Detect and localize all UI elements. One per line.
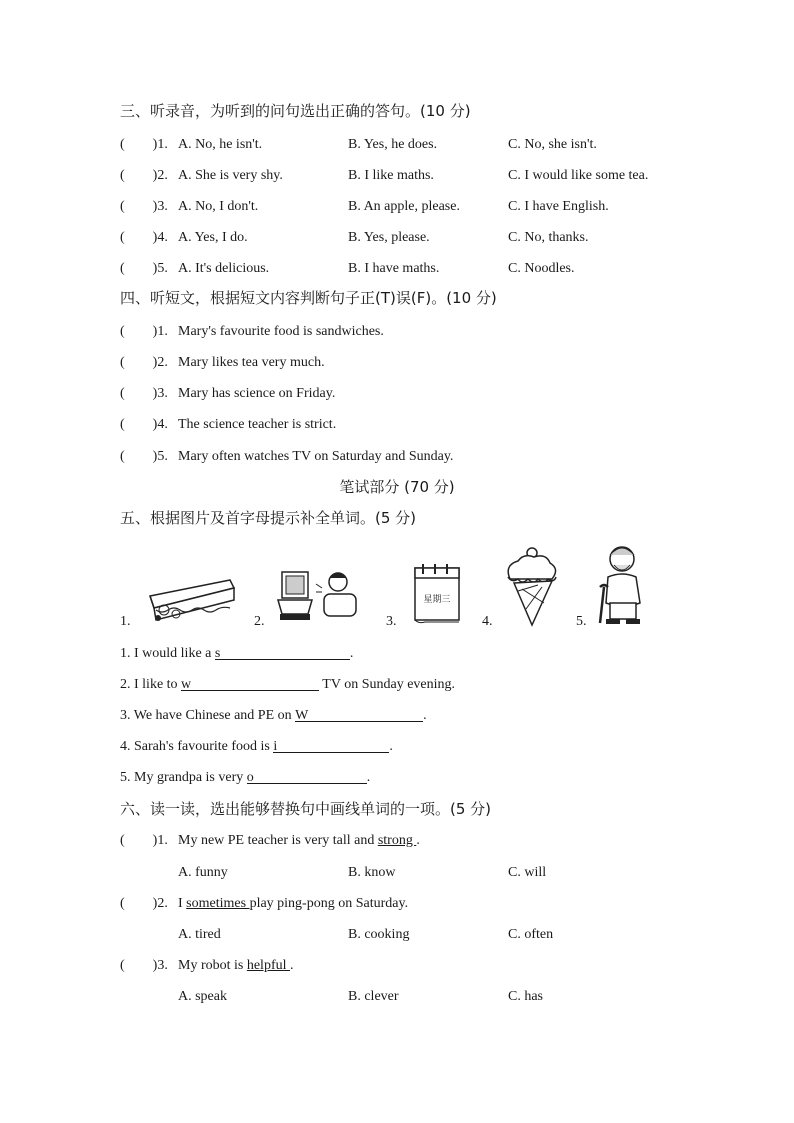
sandwich-icon	[142, 566, 238, 626]
section-3-title: 三、听录音，为听到的问句选出正确的答句。(10 分)	[120, 102, 471, 120]
option-c: C. will	[508, 865, 547, 880]
answer-paren[interactable]: ( )4.	[120, 230, 168, 245]
section-5-item-1: 1. I would like a s .	[120, 646, 354, 661]
answer-paren[interactable]: ( )3.	[120, 386, 168, 401]
option-a: A. No, he isn't.	[178, 137, 263, 152]
answer-paren[interactable]: ( )2.	[120, 896, 168, 911]
option-a: A. It's delicious.	[178, 261, 270, 276]
fill-blank[interactable]: w	[181, 676, 319, 691]
option-c: C. I have English.	[508, 199, 609, 214]
answer-paren[interactable]: ( )1.	[120, 324, 168, 339]
option-a: A. tired	[178, 927, 221, 942]
answer-paren[interactable]: ( )3.	[120, 958, 168, 973]
option-c: C. Noodles.	[508, 261, 575, 276]
fill-blank[interactable]: W	[295, 707, 423, 722]
fill-blank[interactable]: i	[273, 738, 389, 753]
option-b: B. I like maths.	[348, 168, 434, 183]
option-b: B. know	[348, 865, 396, 880]
underlined-word: sometimes	[186, 896, 250, 911]
option-b: B. Yes, he does.	[348, 137, 438, 152]
answer-paren[interactable]: ( )1.	[120, 137, 168, 152]
ice-cream-icon	[502, 545, 562, 627]
statement: Mary has science on Friday.	[178, 386, 336, 401]
option-c: C. No, thanks.	[508, 230, 589, 245]
question-sentence: My new PE teacher is very tall and strong .	[178, 833, 420, 848]
section-5-item-5: 5. My grandpa is very o .	[120, 770, 371, 785]
option-c: C. No, she isn't.	[508, 137, 597, 152]
question-sentence: I sometimes play ping-pong on Saturday.	[178, 896, 409, 911]
answer-paren[interactable]: ( )1.	[120, 833, 168, 848]
answer-paren[interactable]: ( )5.	[120, 261, 168, 276]
option-a: A. No, I don't.	[178, 199, 259, 214]
option-b: B. An apple, please.	[348, 199, 460, 214]
calendar-icon	[411, 562, 463, 626]
option-a: A. speak	[178, 989, 227, 1004]
answer-paren[interactable]: ( )4.	[120, 417, 168, 432]
picture-number-4: 4.	[482, 614, 493, 629]
section-5-item-2: 2. I like to w TV on Sunday evening.	[120, 677, 456, 692]
section-4-title: 四、听短文，根据短文内容判断句子正(T)误(F)。(10 分)	[120, 289, 497, 307]
option-c: C. I would like some tea.	[508, 168, 649, 183]
answer-paren[interactable]: ( )2.	[120, 355, 168, 370]
option-a: A. Yes, I do.	[178, 230, 248, 245]
answer-paren[interactable]: ( )3.	[120, 199, 168, 214]
watching-tv-icon	[276, 566, 362, 624]
question-sentence: My robot is helpful .	[178, 958, 294, 973]
fill-blank[interactable]: s	[215, 645, 350, 660]
section-5-item-3: 3. We have Chinese and PE on W .	[120, 708, 427, 723]
picture-number-5: 5.	[576, 614, 587, 629]
fill-blank[interactable]: o	[247, 769, 367, 784]
calendar-weekday: 星期三	[423, 595, 451, 605]
section-5-title: 五、根据图片及首字母提示补全单词。(5 分)	[120, 509, 417, 527]
statement: Mary likes tea very much.	[178, 355, 325, 370]
underlined-word: helpful	[246, 958, 290, 973]
option-b: B. Yes, please.	[348, 230, 430, 245]
picture-number-3: 3.	[386, 614, 397, 629]
option-b: B. I have maths.	[348, 261, 440, 276]
statement: The science teacher is strict.	[178, 417, 337, 432]
option-a: A. funny	[178, 865, 228, 880]
section-5-item-4: 4. Sarah's favourite food is i .	[120, 739, 393, 754]
picture-number-2: 2.	[254, 614, 265, 629]
answer-paren[interactable]: ( )2.	[120, 168, 168, 183]
old-man-icon	[598, 543, 650, 627]
section-6-title: 六、读一读，选出能够替换句中画线单词的一项。(5 分)	[120, 800, 492, 818]
underlined-word: strong	[377, 833, 417, 848]
option-c: C. often	[508, 927, 554, 942]
statement: Mary often watches TV on Saturday and Sunday.	[178, 449, 454, 464]
option-b: B. cooking	[348, 927, 410, 942]
written-part-title: 笔试部分 (70 分)	[339, 478, 455, 496]
option-b: B. clever	[348, 989, 399, 1004]
answer-paren[interactable]: ( )5.	[120, 449, 168, 464]
statement: Mary's favourite food is sandwiches.	[178, 324, 384, 339]
option-a: A. She is very shy.	[178, 168, 283, 183]
option-c: C. has	[508, 989, 543, 1004]
picture-number-1: 1.	[120, 614, 131, 629]
